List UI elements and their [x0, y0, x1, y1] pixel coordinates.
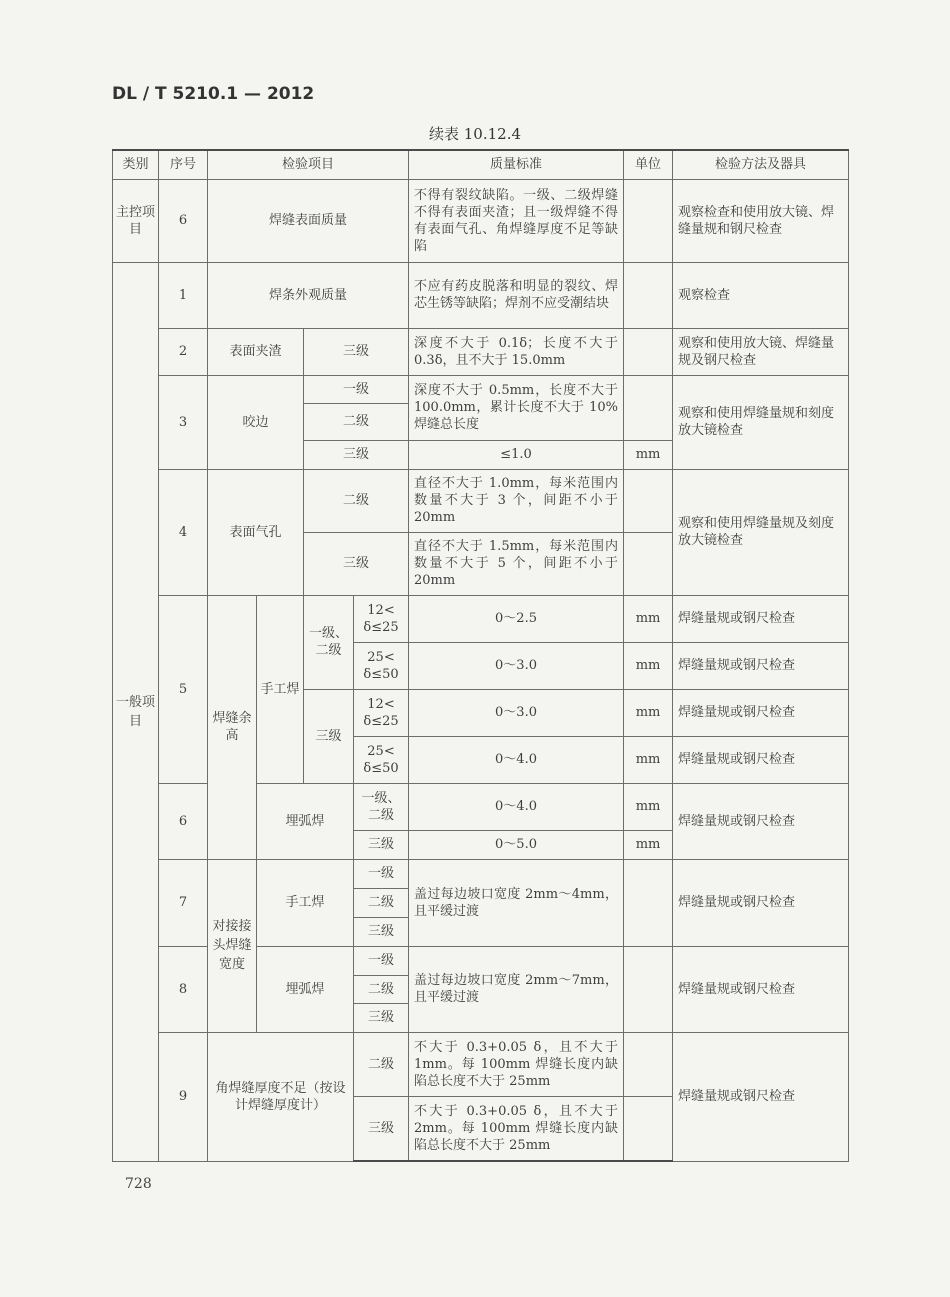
table-row	[113, 375, 849, 403]
inspection-method: 焊缝量规或钢尺检查	[673, 1032, 849, 1161]
quality-standard: ≤1.0	[409, 440, 624, 469]
col-header-item: 检验项目	[208, 150, 409, 179]
grade-cell: 三级	[304, 532, 409, 595]
item-name: 焊条外观质量	[208, 262, 409, 328]
inspection-method: 观察和使用焊缝量规及刻度放大镜检查	[673, 469, 849, 595]
inspection-method: 焊缝量规或钢尺检查	[673, 642, 849, 689]
grade-cell: 二级	[354, 1032, 409, 1096]
sub-item: 手工焊	[257, 859, 354, 946]
grade-cell: 三级	[354, 830, 409, 859]
inspection-method: 观察检查	[673, 262, 849, 328]
inspection-method: 焊缝量规或钢尺检查	[673, 783, 849, 859]
category-main-control: 主控项目	[113, 179, 159, 262]
quality-standard: 直径不大于 1.5mm，每米范围内数量不大于 5 个，间距不小于 20mm	[409, 532, 624, 595]
row-no: 6	[159, 179, 208, 262]
inspection-table	[112, 149, 849, 1162]
unit-cell: mm	[624, 736, 673, 783]
item-name: 焊缝表面质量	[208, 179, 409, 262]
col-header-method: 检验方法及器具	[673, 150, 849, 179]
thickness-range: 25< δ≤50	[354, 642, 409, 689]
grade-cell: 一级	[354, 946, 409, 975]
thickness-range: 12< δ≤25	[354, 595, 409, 642]
col-header-category: 类别	[113, 150, 159, 179]
col-header-standard: 质量标准	[409, 150, 624, 179]
row-no: 5	[159, 595, 208, 783]
grade-cell: 二级	[354, 975, 409, 1003]
table-row	[113, 179, 849, 262]
inspection-method: 焊缝量规或钢尺检查	[673, 689, 849, 736]
row-no: 8	[159, 946, 208, 1032]
item-name: 表面夹渣	[208, 328, 304, 375]
unit-cell: mm	[624, 440, 673, 469]
inspection-method: 观察和使用焊缝量规和刻度放大镜检查	[673, 375, 849, 469]
unit-cell: mm	[624, 830, 673, 859]
grade-cell: 一级	[354, 859, 409, 888]
table-row	[113, 328, 849, 375]
grade-cell: 三级	[304, 689, 354, 783]
inspection-method: 焊缝量规或钢尺检查	[673, 946, 849, 1032]
grade-cell: 三级	[354, 1096, 409, 1161]
item-name: 对接接头焊缝宽度	[208, 859, 257, 1032]
inspection-method: 焊缝量规或钢尺检查	[673, 595, 849, 642]
quality-standard: 0～4.0	[409, 783, 624, 830]
grade-cell: 二级	[304, 469, 409, 532]
inspection-method: 观察和使用放大镜、焊缝量规及钢尺检查	[673, 328, 849, 375]
unit-cell	[624, 946, 673, 1032]
grade-cell: 二级	[354, 888, 409, 917]
row-no: 6	[159, 783, 208, 859]
quality-standard: 直径不大于 1.0mm，每米范围内数量不大于 3 个，间距不小于 20mm	[409, 469, 624, 532]
unit-cell	[624, 532, 673, 595]
unit-cell: mm	[624, 642, 673, 689]
page-number: 728	[125, 1176, 152, 1192]
item-name: 焊缝余高	[208, 595, 257, 859]
sub-item: 埋弧焊	[257, 783, 354, 859]
grade-cell: 三级	[304, 328, 409, 375]
row-no: 9	[159, 1032, 208, 1161]
item-name: 咬边	[208, 375, 304, 469]
quality-standard: 0～4.0	[409, 736, 624, 783]
quality-standard: 0～3.0	[409, 689, 624, 736]
grade-cell: 三级	[354, 1003, 409, 1032]
inspection-method: 观察检查和使用放大镜、焊缝量规和钢尺检查	[673, 179, 849, 262]
row-no: 7	[159, 859, 208, 946]
grade-cell: 一级、二级	[354, 783, 409, 830]
table-row	[113, 595, 849, 642]
col-header-no: 序号	[159, 150, 208, 179]
row-no: 3	[159, 375, 208, 469]
unit-cell: mm	[624, 689, 673, 736]
quality-standard: 0～5.0	[409, 830, 624, 859]
inspection-method: 焊缝量规或钢尺检查	[673, 859, 849, 946]
unit-cell	[624, 375, 673, 440]
unit-cell	[624, 469, 673, 532]
quality-standard: 盖过每边坡口宽度 2mm～4mm，且平缓过渡	[409, 859, 624, 946]
table-row	[113, 1032, 849, 1096]
item-name: 表面气孔	[208, 469, 304, 595]
row-no: 4	[159, 469, 208, 595]
unit-cell	[624, 1032, 673, 1096]
grade-cell: 三级	[304, 440, 409, 469]
quality-standard: 深度不大于 0.5mm，长度不大于 100.0mm，累计长度不大于 10%焊缝总长度	[409, 375, 624, 440]
quality-standard: 不大于 0.3+0.05 δ，且不大于 2mm。每 100mm 焊缝长度内缺陷总长度不大于 25mm	[409, 1096, 624, 1161]
grade-cell: 一级、二级	[304, 595, 354, 689]
table-caption: 续表 10.12.4	[428, 125, 522, 143]
table-row	[113, 859, 849, 888]
item-name: 角焊缝厚度不足（按设计焊缝厚度计）	[208, 1032, 354, 1161]
category-general: 一般项目	[113, 262, 159, 1161]
quality-standard: 不应有药皮脱落和明显的裂纹、焊芯生锈等缺陷；焊剂不应受潮结块	[409, 262, 624, 328]
unit-cell	[624, 859, 673, 946]
grade-cell: 二级	[304, 403, 409, 440]
grade-cell: 三级	[354, 917, 409, 946]
sub-item: 埋弧焊	[257, 946, 354, 1032]
sub-item: 手工焊	[257, 595, 304, 783]
unit-cell	[624, 179, 673, 262]
table-row	[113, 262, 849, 328]
unit-cell: mm	[624, 783, 673, 830]
grade-cell: 一级	[304, 375, 409, 403]
quality-standard: 0～2.5	[409, 595, 624, 642]
thickness-range: 25< δ≤50	[354, 736, 409, 783]
row-no: 2	[159, 328, 208, 375]
unit-cell	[624, 1096, 673, 1161]
unit-cell	[624, 262, 673, 328]
header-row	[113, 150, 849, 179]
col-header-unit: 单位	[624, 150, 673, 179]
quality-standard: 盖过每边坡口宽度 2mm～7mm，且平缓过渡	[409, 946, 624, 1032]
inspection-method: 焊缝量规或钢尺检查	[673, 736, 849, 783]
quality-standard: 不得有裂纹缺陷。一级、二级焊缝不得有表面夹渣；且一级焊缝不得有表面气孔、角焊缝厚度不足等缺陷	[409, 179, 624, 262]
unit-cell: mm	[624, 595, 673, 642]
table-row	[113, 469, 849, 532]
thickness-range: 12< δ≤25	[354, 689, 409, 736]
row-no: 1	[159, 262, 208, 328]
quality-standard: 0～3.0	[409, 642, 624, 689]
standard-code: DL / T 5210.1 — 2012	[112, 84, 315, 104]
unit-cell	[624, 328, 673, 375]
quality-standard: 深度不大于 0.1δ；长度不大于 0.3δ，且不大于 15.0mm	[409, 328, 624, 375]
quality-standard: 不大于 0.3+0.05 δ，且不大于 1mm。每 100mm 焊缝长度内缺陷总长度不大于 25mm	[409, 1032, 624, 1096]
